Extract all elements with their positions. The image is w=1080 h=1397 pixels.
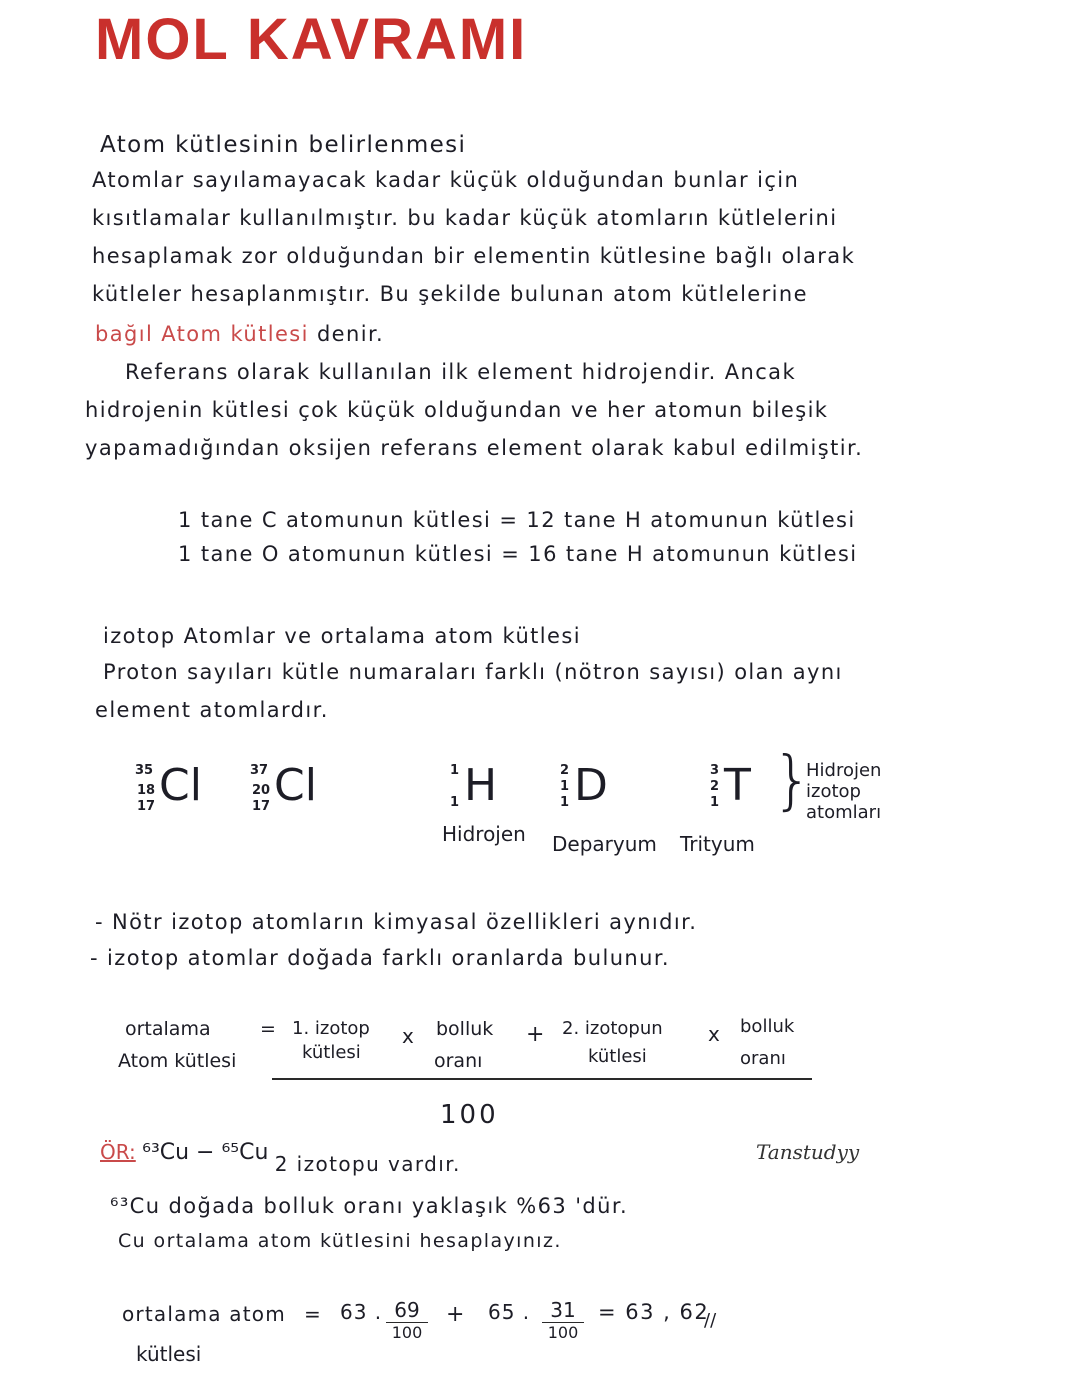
text-line: yapamadığından oksijen referans element olarak kabul edilmiştir.: [85, 436, 864, 460]
signature: Tanstudyy: [756, 1140, 860, 1164]
fraction-69-100: [386, 1298, 428, 1342]
label-line: atomları: [806, 802, 882, 823]
fraction-bar: [272, 1078, 812, 1080]
solution-equals: =: [304, 1302, 321, 1326]
formula-times-1: x: [402, 1024, 414, 1048]
formula-term2-a: 2. izotopun: [562, 1018, 663, 1039]
isotope-name-deparyum: Deparyum: [552, 832, 657, 856]
fraction-31-100: [542, 1298, 584, 1342]
fraction-denominator: 100: [391, 1323, 423, 1342]
mass-number: 2: [560, 763, 570, 778]
solution-result: = 63 , 62: [598, 1300, 710, 1324]
formula-term2-b: kütlesi: [588, 1046, 647, 1067]
example-line-2: ⁶³Cu doğada bolluk oranı yaklaşık %63 'dür.: [110, 1194, 629, 1218]
solution-mass-63: 63 .: [340, 1300, 383, 1324]
text-line: hesaplamak zor olduğundan bir elementin kütlesine bağlı olarak: [92, 244, 856, 268]
neutron-number: 1: [560, 779, 570, 794]
isotope-name-hidrojen: Hidrojen: [442, 822, 526, 846]
isotope-cl-35: [135, 760, 225, 830]
solution-mass-65: 65 .: [488, 1300, 531, 1324]
isotope-hydrogen: [450, 760, 520, 820]
example-line-3: Cu ortalama atom kütlesini hesaplayınız.: [118, 1230, 562, 1252]
mass-number: 1: [450, 763, 460, 778]
page-title: MOL KAVRAMI: [95, 7, 528, 72]
mass-number: 37: [250, 763, 269, 778]
fraction-denominator: 100: [547, 1323, 579, 1342]
note-line: - izotop atomlar doğada farklı oranlarda bulunur.: [90, 946, 671, 970]
bagil-suffix: denir.: [316, 322, 385, 346]
example-line-1: [100, 1140, 461, 1176]
formula-equals: =: [260, 1018, 276, 1040]
formula-lhs-1: ortalama: [125, 1018, 211, 1040]
atomic-number: 17: [252, 799, 271, 814]
equation-line-oxygen: 1 tane O atomunun kütlesi = 16 tane H atomunun kütlesi: [178, 542, 858, 566]
bagil-atom-kutlesi-term: bağıl Atom kütlesi: [95, 322, 309, 346]
atomic-number: 1: [450, 795, 460, 810]
fraction-numerator: 69: [386, 1298, 428, 1323]
label-line: Hidrojen: [806, 760, 882, 781]
example-line-1-rest: 2 izotopu vardır.: [274, 1152, 461, 1176]
formula-lhs-2: Atom kütlesi: [118, 1050, 237, 1072]
solution-plus: +: [446, 1302, 465, 1327]
formula-abundance-1-a: bolluk: [436, 1018, 494, 1040]
formula-times-2: x: [708, 1022, 720, 1046]
equation-line-carbon: 1 tane C atomunun kütlesi = 12 tane H atomunun kütlesi: [178, 508, 856, 532]
atomic-number: 1: [710, 795, 720, 810]
solution-lhs-2: kütlesi: [136, 1342, 202, 1366]
isotope-name-trityum: Trityum: [680, 832, 755, 856]
formula-plus: +: [526, 1022, 545, 1047]
curly-brace-icon: }: [772, 744, 813, 818]
mass-number: 3: [710, 763, 720, 778]
element-symbol: D: [574, 760, 608, 811]
text-line: kısıtlamalar kullanılmıştır. bu kadar küçük atomların kütlelerini: [92, 206, 838, 230]
neutron-number: 20: [252, 783, 271, 798]
isotope-deuterium: [560, 760, 630, 820]
solution-lhs-1: ortalama atom: [122, 1302, 286, 1326]
hydrogen-isotope-label: [806, 760, 881, 823]
isotope-cl-37: [250, 760, 340, 830]
formula-abundance-1-b: oranı: [434, 1050, 483, 1072]
formula-denominator: 100: [440, 1100, 499, 1130]
element-symbol: T: [724, 760, 751, 811]
isotope-tritium: [710, 760, 780, 820]
text-line-bagil: [95, 322, 384, 346]
text-line: Referans olarak kullanılan ilk element hidrojendir. Ancak: [125, 360, 796, 384]
formula-abundance-2-a: bolluk: [740, 1016, 795, 1037]
example-label: ÖR:: [100, 1140, 136, 1164]
text-line: kütleler hesaplanmıştır. Bu şekilde bulunan atom kütlelerine: [92, 282, 808, 306]
neutron-number: 18: [137, 783, 156, 798]
text-line: Proton sayıları kütle numaraları farklı (nötron sayısı) olan aynı: [103, 660, 843, 684]
formula-term1-a: 1. izotop: [292, 1018, 370, 1039]
text-line: hidrojenin kütlesi çok küçük olduğundan ve her atomun bileşik: [85, 398, 829, 422]
atomic-number: 17: [137, 799, 156, 814]
element-symbol: Cl: [159, 760, 202, 811]
copper-isotopes: ⁶³Cu − ⁶⁵Cu: [142, 1140, 269, 1165]
formula-term1-b: kütlesi: [302, 1042, 361, 1063]
section-heading-atom-mass: Atom kütlesinin belirlenmesi: [100, 132, 467, 158]
atomic-number: 1: [560, 795, 570, 810]
fraction-numerator: 31: [542, 1298, 584, 1323]
answer-mark: //: [704, 1310, 717, 1331]
label-line: izotop: [806, 781, 861, 802]
note-line: - Nötr izotop atomların kimyasal özellikleri aynıdır.: [95, 910, 698, 934]
section-heading-isotopes: izotop Atomlar ve ortalama atom kütlesi: [103, 624, 581, 648]
element-symbol: Cl: [274, 760, 317, 811]
neutron-number: 2: [710, 779, 720, 794]
element-symbol: H: [464, 760, 498, 811]
text-line: element atomlardır.: [95, 698, 329, 722]
text-line: Atomlar sayılamayacak kadar küçük olduğundan bunlar için: [92, 168, 800, 192]
formula-abundance-2-b: oranı: [740, 1048, 786, 1069]
mass-number: 35: [135, 763, 154, 778]
